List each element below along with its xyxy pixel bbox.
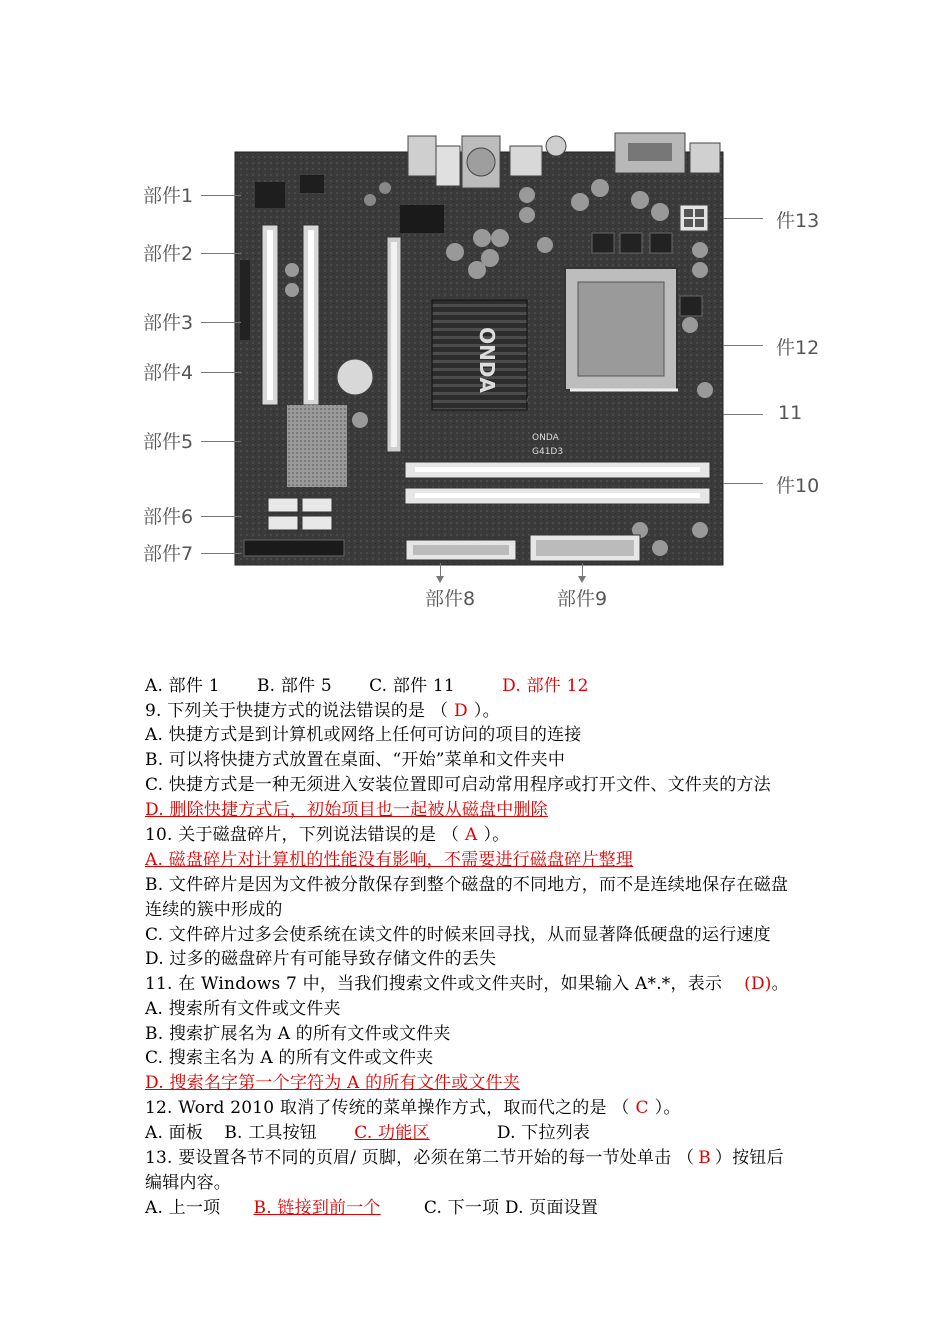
part-label-9: 部件9: [557, 588, 608, 610]
q13-stem-line2: 编辑内容。: [145, 1173, 231, 1193]
q12-stem-end: ）。: [654, 1098, 681, 1118]
q13-option-b-answer: B. 链接到前一个: [253, 1198, 381, 1218]
q11-stem-end: 。: [771, 974, 789, 994]
part-label-4: 部件4: [143, 362, 194, 384]
part-label-7: 部件7: [143, 543, 194, 565]
leader-line-1: [201, 195, 241, 196]
front-panel-header: [244, 540, 344, 556]
part-label-1: 部件1: [143, 185, 194, 207]
q11-stem: [145, 972, 789, 996]
q12-options: [145, 1121, 590, 1145]
part-label-12: 件12: [776, 337, 820, 359]
cmos-battery: [337, 359, 373, 395]
leader-line-4: [201, 372, 241, 373]
leader-line-2: [201, 253, 241, 254]
q12-option-c-answer: C. 功能区: [354, 1123, 430, 1143]
q9-stem: [145, 699, 500, 723]
q13-option-d: D. 页面设置: [504, 1198, 599, 1218]
leader-arrow-8: [440, 563, 441, 577]
q8-option-a: A. 部件 1: [145, 676, 220, 696]
q13-answer: B: [698, 1148, 711, 1168]
q8-option-c: C. 部件 11: [369, 676, 455, 696]
q9-option-d-answer: D. 删除快捷方式后，初始项目也一起被从磁盘中删除: [145, 800, 548, 820]
q11-option-a: A. 搜索所有文件或文件夹: [145, 999, 341, 1019]
part-label-6: 部件6: [143, 506, 194, 528]
q8-options: [145, 674, 589, 698]
q11-answer: (D): [744, 974, 772, 994]
board-brand-text: ONDA: [532, 433, 559, 443]
q10-answer: A: [465, 825, 478, 845]
q12-stem: [145, 1096, 681, 1120]
q11-option-c: C. 搜索主名为 A 的所有文件或文件夹: [145, 1048, 434, 1068]
q13-option-c: C. 下一项: [423, 1198, 500, 1218]
q9-option-b: B. 可以将快捷方式放置在桌面、“开始”菜单和文件夹中: [145, 750, 566, 770]
q9-option-a: A. 快捷方式是到计算机或网络上任何可访问的项目的连接: [145, 725, 582, 745]
southbridge: [287, 405, 347, 487]
q10-stem-end: ）。: [483, 825, 510, 845]
q10-option-c: C. 文件碎片过多会使系统在读文件的时候来回寻找，从而显著降低硬盘的运行速度: [145, 925, 771, 945]
sata-2: [302, 498, 332, 512]
part-label-2: 部件2: [143, 243, 194, 265]
sata-1: [268, 498, 298, 512]
io-ps2: [408, 136, 436, 176]
atx-12v: [680, 205, 708, 231]
q12-option-d: D. 下拉列表: [496, 1123, 591, 1143]
part-label-5: 部件5: [143, 431, 194, 453]
q13-stem-text: 13. 要设置各节不同的页眉/ 页脚，必须在第二节开始的每一节处单击 （: [145, 1148, 695, 1168]
leader-line-5: [201, 441, 241, 442]
q10-stem-text: 10. 关于磁盘碎片，下列说法错误的是 （: [145, 825, 460, 845]
q12-option-a: A. 面板: [145, 1123, 204, 1143]
q13-options: [145, 1196, 598, 1220]
leader-line-10: [723, 483, 763, 484]
io-usb: [510, 146, 542, 176]
leader-arrow-9: [582, 563, 583, 577]
motherboard-figure: [0, 0, 950, 640]
leader-line-6: [201, 516, 241, 517]
q11-option-b: B. 搜索扩展名为 A 的所有文件或文件夹: [145, 1024, 451, 1044]
leader-line-12: [723, 345, 763, 346]
q9-option-c: C. 快捷方式是一种无须进入安装位置即可启动常用程序或打开文件、文件夹的方法: [145, 775, 771, 795]
q9-stem-end: ）。: [473, 701, 500, 721]
q11-stem-text: 11. 在 Windows 7 中，当我们搜索文件或文件夹时，如果输入 A*.*，表示: [145, 974, 723, 994]
q11-option-d-answer: D. 搜索名字第一个字符为 A 的所有文件或文件夹: [145, 1073, 520, 1093]
leader-line-7: [201, 553, 241, 554]
part-label-3: 部件3: [143, 312, 194, 334]
sata-3: [268, 516, 298, 530]
q10-option-d: D. 过多的磁盘碎片有可能导致存储文件的丢失: [145, 949, 497, 969]
heatsink-logo: ONDA: [475, 327, 499, 393]
sata-4: [302, 516, 332, 530]
leader-line-11: [723, 414, 763, 415]
io-rca: [546, 136, 566, 156]
q8-option-b: B. 部件 5: [256, 676, 332, 696]
board-model-text: G41D3: [532, 447, 564, 457]
q12-answer: C: [635, 1098, 649, 1118]
q10-option-b-line1: B. 文件碎片是因为文件被分散保存到整个磁盘的不同地方，而不是连续地保存在磁盘: [145, 875, 789, 895]
q10-stem: [145, 823, 509, 847]
q13-option-a: A. 上一项: [145, 1198, 221, 1218]
part-label-8: 部件8: [425, 588, 476, 610]
q12-option-b: B. 工具按钮: [224, 1123, 318, 1143]
q9-stem-text: 9. 下列关于快捷方式的说法错误的是 （: [145, 701, 449, 721]
leader-line-3: [201, 322, 241, 323]
q10-option-a-answer: A. 磁盘碎片对计算机的性能没有影响，不需要进行磁盘碎片整理: [145, 850, 634, 870]
q9-answer: D: [454, 701, 468, 721]
q13-stem-end: ）按钮后: [714, 1148, 784, 1168]
part-label-10: 件10: [776, 475, 820, 497]
leader-line-13: [723, 218, 763, 219]
q13-stem: [145, 1146, 784, 1170]
q10-option-b-line2: 连续的簇中形成的: [145, 900, 283, 920]
part-label-13: 件13: [776, 210, 820, 232]
q8-option-d-answer: D. 部件 12: [502, 676, 589, 696]
part-label-11: 11: [778, 402, 803, 424]
q12-stem-text: 12. Word 2010 取消了传统的菜单操作方式，取而代之的是 （: [145, 1098, 630, 1118]
